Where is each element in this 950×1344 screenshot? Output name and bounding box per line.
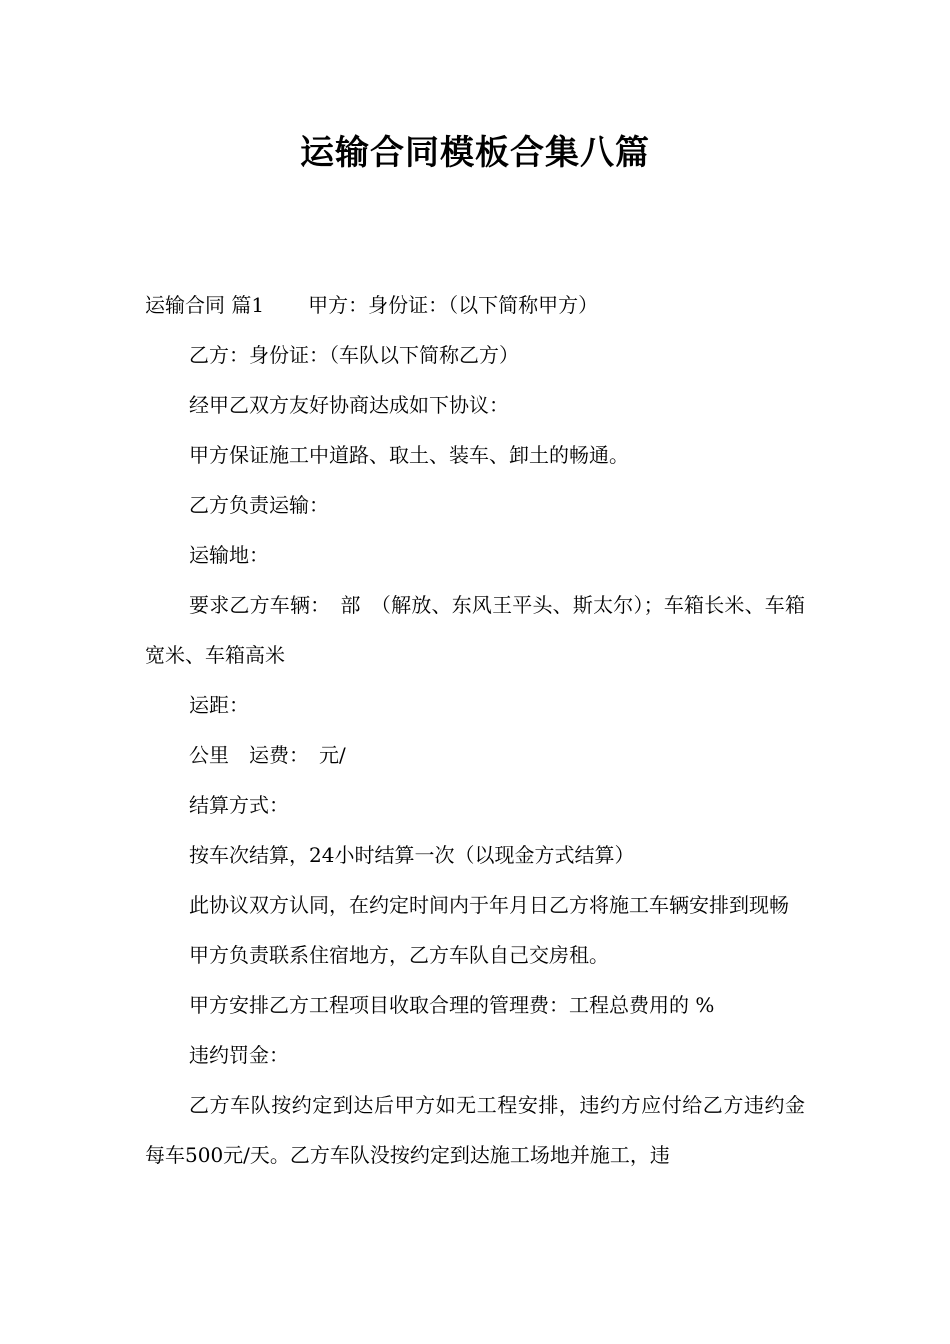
document-title: 运输合同模板合集八篇	[300, 133, 650, 173]
paragraph-penalty-heading: 违约罚金：	[189, 1043, 289, 1067]
paragraph-road-guarantee: 甲方保证施工中道路、取土、装车、卸土的畅通。	[189, 443, 629, 467]
paragraph-schedule: 此协议双方认同，在约定时间内于年月日乙方将施工车辆安排到现畅	[189, 893, 789, 917]
contract-heading: 运输合同 篇1	[145, 293, 265, 317]
document-body	[145, 280, 805, 1180]
paragraph-freight: 公里 运费： 元/	[189, 743, 346, 767]
paragraph-settlement-method: 结算方式：	[189, 793, 289, 817]
paragraph-penalty-detail: 乙方车队按约定到达后甲方如无工程安排，违约方应付给乙方违约金每车500元/天。乙方车队没按约定到达施工场地并施工，违	[145, 1093, 805, 1167]
paragraph-party-b: 乙方：身份证：（车队以下简称乙方）	[189, 343, 519, 367]
party-a-line: 甲方：身份证：（以下简称甲方）	[308, 293, 599, 317]
paragraph-distance: 运距：	[189, 693, 249, 717]
paragraph-management-fee: 甲方安排乙方工程项目收取合理的管理费：工程总费用的 %	[189, 993, 715, 1017]
contract-intro-line	[145, 280, 805, 330]
paragraph-transport-duty: 乙方负责运输：	[189, 493, 329, 517]
paragraph-accommodation: 甲方负责联系住宿地方，乙方车队自己交房租。	[189, 943, 609, 967]
paragraph-vehicle-requirements: 要求乙方车辆： 部 （解放、东风王平头、斯太尔）；车箱长米、车箱宽米、车箱高米	[145, 593, 805, 667]
paragraph-transport-location: 运输地：	[189, 543, 269, 567]
paragraph-settlement-detail: 按车次结算，24小时结算一次（以现金方式结算）	[189, 843, 635, 867]
paragraph-agreement: 经甲乙双方友好协商达成如下协议：	[189, 393, 509, 417]
